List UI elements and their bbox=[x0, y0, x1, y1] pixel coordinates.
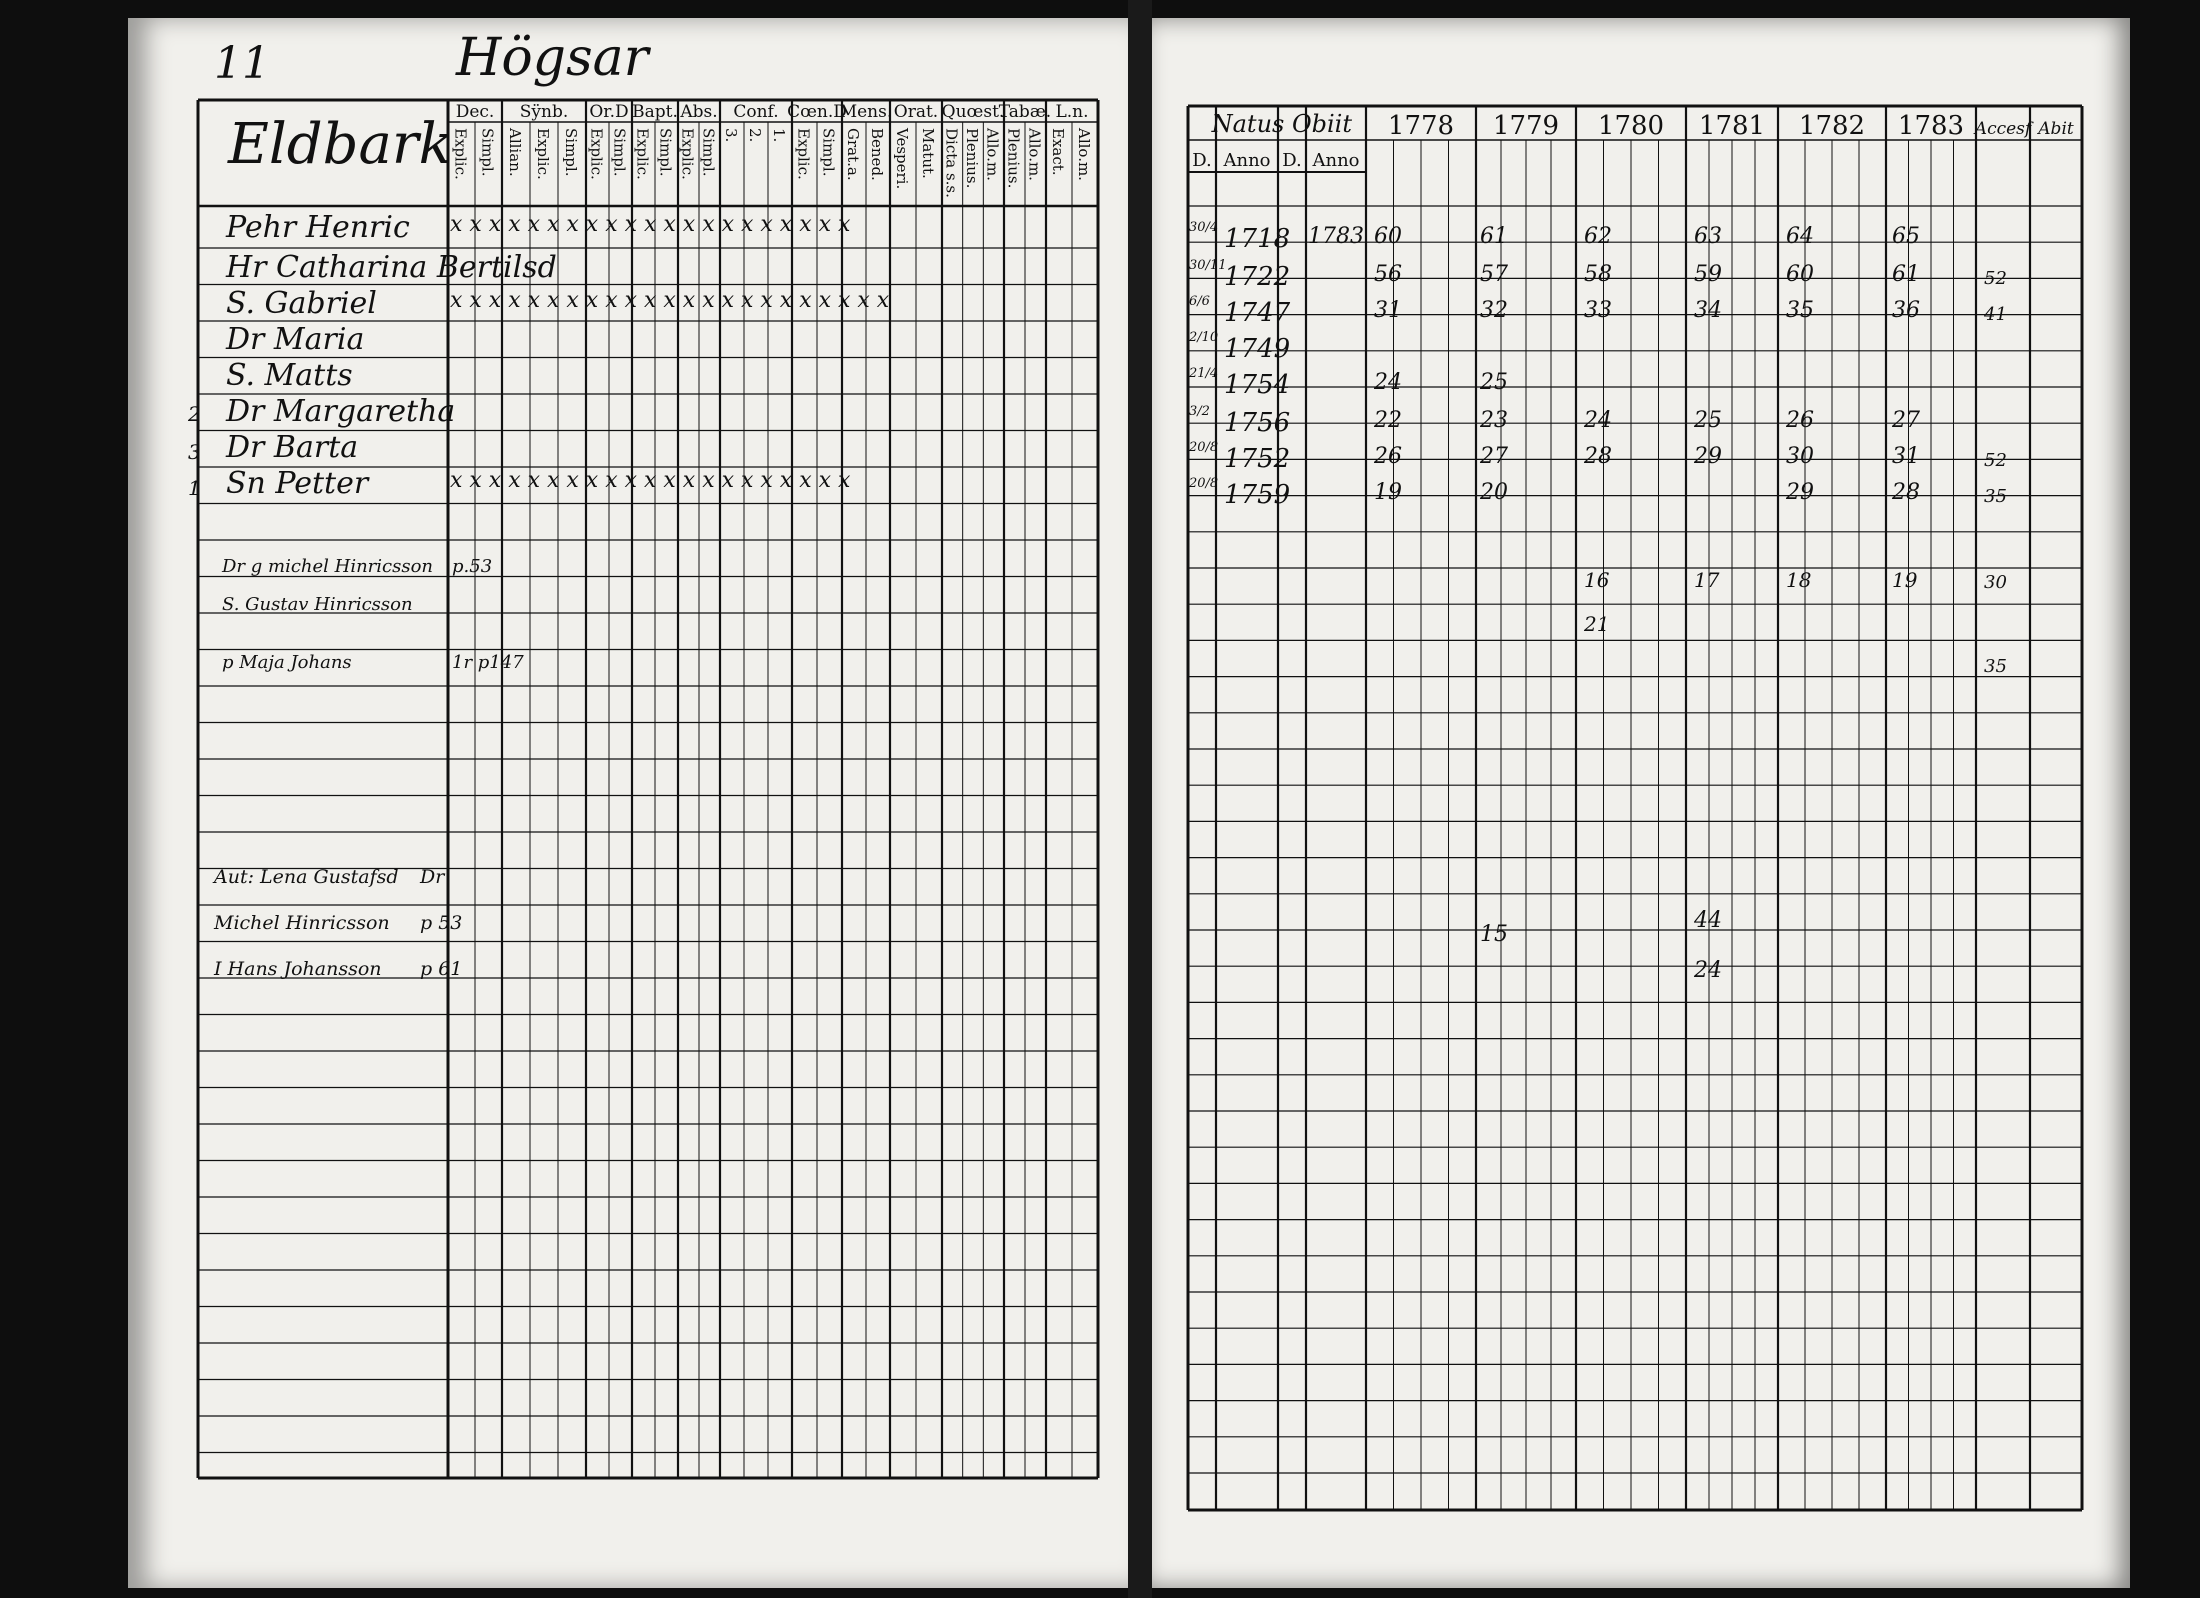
year-header: Anno bbox=[1223, 150, 1271, 171]
age-entry: 57 bbox=[1480, 262, 1508, 287]
column-header: Conf. bbox=[733, 102, 779, 122]
age-entry: 26 bbox=[1786, 408, 1814, 433]
resident-name: S. Matts bbox=[226, 358, 353, 393]
village-name: Eldbark bbox=[228, 112, 453, 177]
column-subheader: Allo.m. bbox=[983, 128, 1002, 181]
age-entry: 63 bbox=[1694, 224, 1722, 249]
age-entry: 15 bbox=[1480, 922, 1508, 947]
year-column-header: 1780 bbox=[1597, 111, 1665, 141]
column-subheader: Explic. bbox=[794, 128, 813, 180]
column-subheader: 1. bbox=[770, 128, 788, 143]
age-entry: 61 bbox=[1892, 262, 1920, 287]
age-entry: 30 bbox=[1786, 444, 1814, 469]
death-year: 1783 bbox=[1308, 224, 1364, 249]
age-entry: 36 bbox=[1892, 298, 1920, 323]
later-entry: I Hans Johansson bbox=[214, 958, 382, 980]
age-entry: 18 bbox=[1786, 568, 1812, 592]
column-header: Bapt. bbox=[632, 102, 678, 122]
column-subheader: Explic. bbox=[587, 128, 606, 180]
year-header: Anno bbox=[1312, 150, 1360, 171]
margin-note: 2 bbox=[188, 402, 201, 426]
age-entry: 23 bbox=[1480, 408, 1508, 433]
column-subheader: Allo.m. bbox=[1025, 128, 1044, 181]
moved-out-entry: p Maja Johans bbox=[222, 652, 352, 673]
column-subheader: Simpl. bbox=[819, 128, 838, 177]
birth-day: 30/11 bbox=[1189, 258, 1227, 273]
resident-name: Dr Barta bbox=[226, 430, 359, 465]
age-entry: 34 bbox=[1694, 298, 1722, 323]
age-entry: 64 bbox=[1786, 224, 1814, 249]
age-entry: 35 bbox=[1786, 298, 1814, 323]
age-entry: 31 bbox=[1374, 298, 1402, 323]
age-entry: 24 bbox=[1694, 958, 1722, 983]
later-entry: Michel Hinricsson bbox=[214, 912, 390, 934]
birth-year: 1754 bbox=[1224, 370, 1291, 400]
accessit-header: Accesf bbox=[1974, 119, 2032, 139]
page-reference: p 61 bbox=[420, 958, 463, 980]
resident-name: Pehr Henric bbox=[226, 210, 410, 245]
age-entry: 16 bbox=[1584, 568, 1610, 592]
column-subheader: Simpl. bbox=[610, 128, 629, 177]
catechism-marks: x x x x x x x x x x x x x x x x x x x x x bbox=[450, 212, 851, 237]
column-header: Abs. bbox=[680, 102, 718, 122]
age-entry: 32 bbox=[1480, 298, 1508, 323]
column-header: Orat. bbox=[893, 102, 939, 122]
later-entry: Aut: Lena Gustafsd bbox=[214, 866, 399, 888]
age-entry: 22 bbox=[1374, 408, 1402, 433]
age-entry: 44 bbox=[1694, 908, 1722, 933]
accessit-year: 41 bbox=[1984, 304, 2007, 325]
obiit-header: Obiit bbox=[1291, 110, 1353, 138]
column-subheader: Simpl. bbox=[656, 128, 675, 177]
page-reference: p.53 bbox=[452, 556, 493, 577]
column-header: Mens. bbox=[839, 102, 893, 122]
age-entry: 62 bbox=[1584, 224, 1612, 249]
age-entry: 24 bbox=[1374, 370, 1402, 395]
age-entry: 33 bbox=[1584, 298, 1612, 323]
year-column-header: 1783 bbox=[1897, 111, 1965, 141]
age-entry: 60 bbox=[1786, 262, 1814, 287]
moved-out-entry: Dr g michel Hinricsson bbox=[222, 556, 434, 577]
catechism-marks: x x x x x x x x x x x x x x x x x x x x x bbox=[450, 468, 851, 493]
column-header: Tabæ. bbox=[998, 102, 1052, 122]
accessit-year: 52 bbox=[1984, 450, 2007, 471]
column-header: Sÿnb. bbox=[519, 102, 569, 122]
column-header: L.n. bbox=[1055, 102, 1089, 122]
abiit-header: Abit bbox=[2038, 119, 2074, 139]
moved-out-entry: S. Gustav Hinricsson bbox=[222, 594, 413, 615]
catechism-marks: x x x x x x x x x x x x x x x x x x x x x x x bbox=[450, 288, 890, 313]
age-entry: 31 bbox=[1892, 444, 1920, 469]
age-entry: 25 bbox=[1694, 408, 1722, 433]
age-entry: 29 bbox=[1694, 444, 1722, 469]
birth-day: 20/8 bbox=[1189, 476, 1219, 491]
column-subheader: Grat.a. bbox=[844, 128, 862, 181]
age-entry: 60 bbox=[1374, 224, 1402, 249]
column-subheader: Explic. bbox=[534, 128, 552, 180]
column-subheader: Matut. bbox=[919, 128, 937, 179]
age-entry: 58 bbox=[1584, 262, 1612, 287]
column-subheader: Plenius. bbox=[963, 128, 981, 189]
age-entry: 56 bbox=[1374, 262, 1402, 287]
page-number: 11 bbox=[214, 38, 270, 89]
day-header: D. bbox=[1282, 150, 1302, 171]
age-entry: 28 bbox=[1584, 444, 1612, 469]
accessit-year: 35 bbox=[1984, 656, 2007, 677]
resident-name: S. Gabriel bbox=[226, 286, 377, 321]
birth-year: 1718 bbox=[1224, 224, 1291, 254]
age-entry: 61 bbox=[1480, 224, 1508, 249]
age-entry: 19 bbox=[1892, 568, 1918, 592]
column-subheader: Dicta s.s. bbox=[942, 128, 961, 198]
column-header: Or.D bbox=[589, 102, 629, 122]
column-subheader: Allian. bbox=[506, 128, 524, 177]
column-header: Cœn.D bbox=[787, 102, 847, 122]
birth-year: 1759 bbox=[1224, 480, 1291, 510]
birth-day: 30/4 bbox=[1189, 220, 1219, 235]
page-reference: p 53 bbox=[420, 912, 463, 934]
age-entry: 20 bbox=[1480, 480, 1508, 505]
age-entry: 21 bbox=[1584, 612, 1610, 636]
resident-name: Dr Maria bbox=[226, 322, 365, 357]
page-reference: 1r p147 bbox=[452, 652, 524, 673]
column-subheader: Plenius. bbox=[1004, 128, 1023, 189]
birth-day: 20/8 bbox=[1189, 440, 1219, 455]
column-subheader: Vesperi. bbox=[893, 128, 911, 190]
birth-year: 1747 bbox=[1224, 298, 1291, 328]
column-subheader: Explic. bbox=[633, 128, 652, 180]
column-subheader: Simpl. bbox=[478, 128, 497, 177]
resident-name: Hr Catharina Bertilsd bbox=[226, 250, 557, 285]
age-entry: 27 bbox=[1480, 444, 1508, 469]
margin-note: 1 bbox=[188, 476, 201, 500]
resident-name: Dr Margaretha bbox=[226, 394, 456, 429]
birth-day: 3/2 bbox=[1189, 404, 1210, 419]
column-subheader: Simpl. bbox=[699, 128, 718, 177]
farm-title: Högsar bbox=[456, 28, 649, 88]
natus-header: Natus bbox=[1211, 110, 1285, 138]
age-entry: 25 bbox=[1480, 370, 1508, 395]
column-header: Dec. bbox=[455, 102, 495, 122]
accessit-year: 52 bbox=[1984, 268, 2007, 289]
year-column-header: 1782 bbox=[1798, 111, 1866, 141]
margin-note: 3 bbox=[188, 440, 201, 464]
column-subheader: 3. bbox=[722, 128, 740, 143]
year-column-header: 1778 bbox=[1387, 111, 1455, 141]
age-entry: 19 bbox=[1374, 480, 1402, 505]
year-column-header: 1779 bbox=[1492, 111, 1560, 141]
column-subheader: 2. bbox=[746, 128, 764, 143]
age-entry: 24 bbox=[1584, 408, 1612, 433]
birth-day: 2/10 bbox=[1189, 330, 1219, 345]
year-column-header: 1781 bbox=[1698, 111, 1766, 141]
birth-day: 21/4 bbox=[1189, 366, 1219, 381]
page-reference: Dr bbox=[420, 866, 445, 888]
column-subheader: Explic. bbox=[678, 128, 697, 180]
age-entry: 29 bbox=[1786, 480, 1814, 505]
column-subheader: Exact. bbox=[1049, 128, 1067, 176]
accessit-year: 30 bbox=[1984, 572, 2007, 593]
age-entry: 17 bbox=[1694, 568, 1720, 592]
birth-year: 1756 bbox=[1224, 408, 1291, 438]
birth-day: 6/6 bbox=[1189, 294, 1210, 309]
column-subheader: Explic. bbox=[451, 128, 470, 180]
column-subheader: Allo.m. bbox=[1075, 128, 1093, 181]
column-subheader: Bened. bbox=[868, 128, 886, 181]
column-subheader: Simpl. bbox=[562, 128, 580, 177]
day-header: D. bbox=[1192, 150, 1212, 171]
birth-year: 1722 bbox=[1224, 262, 1291, 292]
age-entry: 27 bbox=[1892, 408, 1920, 433]
column-header: Quœst. bbox=[941, 102, 1005, 122]
age-entry: 26 bbox=[1374, 444, 1402, 469]
age-entry: 59 bbox=[1694, 262, 1722, 287]
age-entry: 65 bbox=[1892, 224, 1920, 249]
birth-year: 1749 bbox=[1224, 334, 1291, 364]
birth-year: 1752 bbox=[1224, 444, 1291, 474]
accessit-year: 35 bbox=[1984, 486, 2007, 507]
age-entry: 28 bbox=[1892, 480, 1920, 505]
resident-name: Sn Petter bbox=[226, 466, 369, 501]
